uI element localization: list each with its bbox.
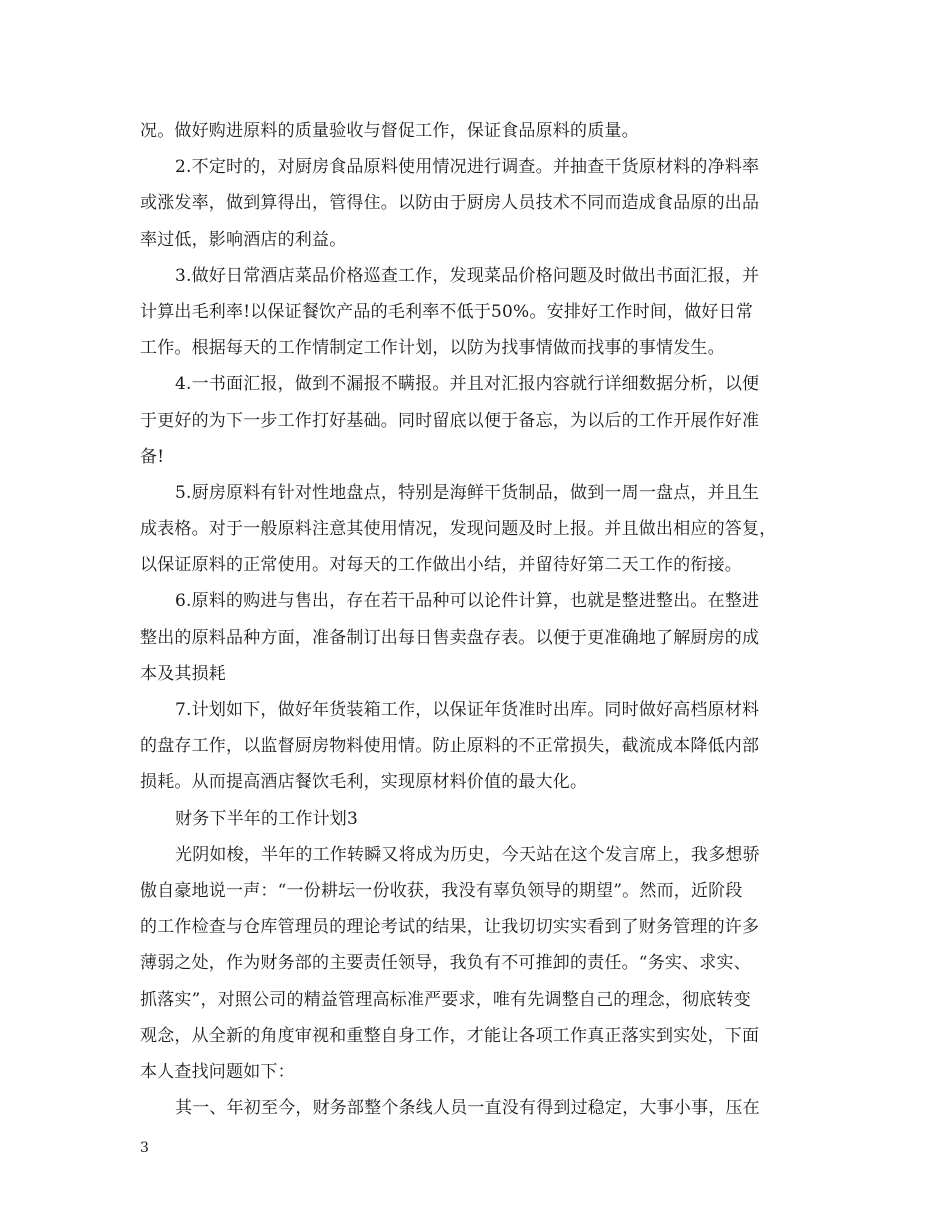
text-line: 率过低，影响酒店的利益。 [140,229,347,250]
text-line: 其一、年初至今，财务部整个条线人员一直没有得到过稳定，大事小事，压在 [175,1098,760,1119]
text-line: 计算出毛利率!以保证餐饮产品的毛利率不低于50%。安排好工作时间，做好日常 [140,301,754,322]
text-line: 6.原料的购进与售出，存在若干品种可以论件计算，也就是整进整出。在整进 [175,591,760,612]
text-line: 傲自豪地说一声：“一份耕坛一份收获，我没有辜负领导的期望”。然而，近阶段 [140,880,743,901]
text-line: 于更好的为下一步工作打好基础。同时留底以便于备忘，为以后的工作开展作好准 [140,410,760,431]
text-line: 或涨发率，做到算得出，管得住。以防由于厨房人员技术不同而造成食品原的出品 [140,193,760,214]
text-line: 整出的原料品种方面，准备制订出每日售卖盘存表。以便于更准确地了解厨房的成 [140,627,760,648]
text-line: 本人查找问题如下： [140,1061,295,1082]
section-heading: 财务下半年的工作计划3 [175,808,359,829]
text-line: 成表格。对于一般原料注意其使用情况，发现问题及时上报。并且做出相应的答复， [140,519,777,540]
text-line: 损耗。从而提高酒店餐饮毛利，实现原材料价值的最大化。 [140,772,588,793]
text-line: 本及其损耗 [140,663,226,684]
text-line: 观念，从全新的角度审视和重整自身工作，才能让各项工作真正落实到实处，下面 [140,1025,760,1046]
text-line: 3.做好日常酒店菜品价格巡查工作，发现菜品价格问题及时做出书面汇报，并 [175,265,760,286]
text-line: 光阴如梭，半年的工作转瞬又将成为历史，今天站在这个发言席上，我多想骄 [175,844,760,865]
text-line: 2.不定时的，对厨房食品原料使用情况进行调查。并抽查干货原材料的净料率 [175,157,760,178]
text-line: 7.计划如下，做好年货装箱工作，以保证年货准时出库。同时做好高档原材料 [175,700,760,720]
text-line: 以保证原料的正常使用。对每天的工作做出小结，并留待好第二天工作的衔接。 [140,555,742,576]
text-line: 5.厨房原料有针对性地盘点，特别是海鲜干货制品，做到一周一盘点，并且生 [175,482,760,503]
text-line: 薄弱之处，作为财务部的主要责任领导，我负有不可推卸的责任。“务实、求实、 [140,953,751,974]
page-number: 3 [140,1140,149,1156]
text-line: 况。做好购进原料的质量验收与督促工作，保证食品原料的质量。 [140,121,639,141]
text-line: 工作。根据每天的工作情制定工作计划，以防为找事情做而找事的事情发生。 [140,338,725,359]
text-line: 4.一书面汇报，做到不漏报不瞒报。并且对汇报内容就行详细数据分析，以便 [175,374,760,395]
text-line: 备! [140,446,165,467]
text-line: 抓落实”，对照公司的精益管理高标准严要求，唯有先调整自己的理念，彻底转变 [140,989,751,1010]
document-body [140,113,815,1126]
text-line: 的工作检查与仓库管理员的理论考试的结果，让我切切实实看到了财务管理的许多 [140,917,760,938]
text-line: 的盘存工作，以监督厨房物料使用情。防止原料的不正常损失，截流成本降低内部 [140,736,760,757]
